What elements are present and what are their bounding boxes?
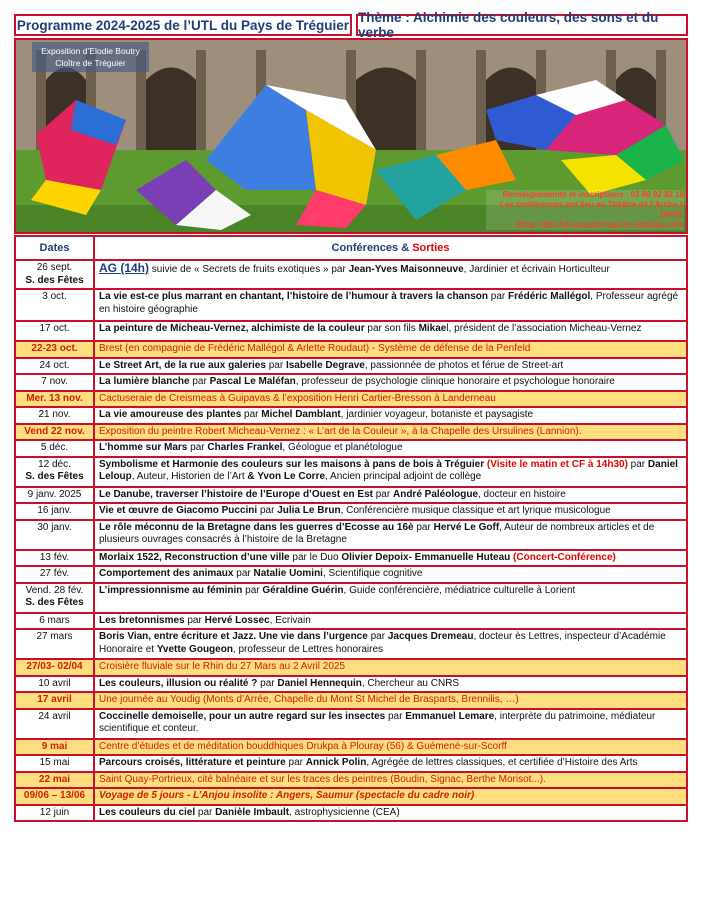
date-text: 13 fév. [39,551,70,563]
row-date [15,341,94,358]
row-description [94,566,687,583]
date-text: 24 oct. [39,359,70,371]
row-description [94,755,687,772]
row-date [15,755,94,772]
date-text: 09/06 – 13/06 [23,790,86,801]
speaker-name: Yvette Gougeon [156,643,233,655]
table-row [15,407,687,424]
row-description [94,289,687,321]
date-text: 17 oct. [39,323,70,334]
row-date [15,692,94,709]
desc-text: , Ecrivain [269,614,311,626]
row-date [15,358,94,375]
speaker-name: Annick Polin [305,757,367,768]
desc-text: , passionnée de photos et férue de Street-art [364,359,564,371]
table-row [15,676,687,693]
conference-title: Comportement des animaux [99,568,234,579]
row-description [94,550,687,567]
row-description [94,260,687,289]
table-row [15,391,687,408]
date-text: 22-23 oct. [31,343,78,354]
row-date [15,739,94,756]
table-row [15,457,687,487]
row-description [94,739,687,756]
speaker-name: Olivier Depoix- Emmanuelle Huteau [341,551,511,563]
speaker-name: Frédéric Mallégol [508,291,591,302]
table-row [15,358,687,375]
table-row [15,659,687,676]
date-text: 30 janv. [37,521,72,533]
col-header-dates: Dates [15,236,94,260]
row-description [94,772,687,789]
outing-text: Exposition du peintre Robert Micheau-Vernez : « L’art de la Couleur », à la Chapelle des Ursulines (Lannion). [99,425,582,437]
speaker-name: Géraldine Guérin [262,584,344,596]
desc-text: , professeur de psychologie clinique honoraire et psychologue honoraire [295,376,615,387]
theme-title: Thème : Alchimie des couleurs, des sons et du verbe [356,14,688,36]
program-title: Programme 2024-2025 de l’UTL du Pays de Tréguier [14,14,352,36]
table-row [15,629,687,659]
conference-title: Le rôle méconnu de la Bretagne dans les guerres d’Ecosse au 16è [99,521,414,533]
date-text: 9 mai [41,740,68,752]
table-row [15,692,687,709]
desc-text: par [195,806,216,818]
speaker-name: Isabelle Degrave [285,359,365,371]
row-date [15,289,94,321]
row-date [15,260,94,289]
outing-text: Voyage de 5 jours - L’Anjou insolite : Angers, Saumur (spectacle du cadre noir) [99,790,475,801]
table-row [15,772,687,789]
table-row [15,805,687,822]
venue-label: S. des Fêtes [25,274,84,286]
row-description [94,358,687,375]
row-description [94,391,687,408]
desc-text: par [627,458,648,470]
conference-title: Le Danube, traverser l’histoire de l’Europe d’Ouest en Est [99,488,373,500]
table-row [15,613,687,630]
date-text: 9 janv. 2025 [27,488,82,500]
conference-title: La peinture de Micheau-Vernez, alchimiste de la couleur [99,323,365,334]
conference-title: La vie est-ce plus marrant en chantant, l’histoire de l’humour à travers la chanson [99,291,489,302]
table-row [15,374,687,391]
row-date [15,566,94,583]
table-row [15,520,687,550]
conference-title: La lumière blanche [99,376,190,387]
general-assembly-label: AG (14h) [99,261,150,275]
date-text: 22 mai [38,773,71,785]
row-date [15,424,94,441]
table-row [15,550,687,567]
exhibition-photo [14,38,688,234]
row-date [15,503,94,520]
speaker-name: Michel Damblant [261,409,341,420]
row-description [94,487,687,504]
desc-text: suivie de « Secrets de fruits exotiques » par [149,264,349,275]
exhibition-caption: Exposition d’Elodie Boutry Cloître de Tréguier [32,42,149,72]
speaker-name: Mikae [418,323,447,334]
outing-text: Cactuseraie de Creismeas à Guipavas & l’exposition Henri Cartier-Bresson à Landerneau [99,392,496,404]
desc-text: , Auteur, Historien de l’Art [131,471,248,482]
desc-text: , Chercheur au CNRS [361,677,460,689]
desc-text: par [385,710,406,722]
date-text: 17 avril [37,694,72,705]
row-description [94,374,687,391]
date-text: 26 sept. [36,262,73,273]
desc-text: , Agrégée de lettres classiques, et certifiée d’Histoire des Arts [366,757,638,768]
desc-text: par [367,631,388,642]
speaker-name: Daniel Hennequin [277,677,362,689]
conference-title: Les couleurs, illusion ou réalité ? [99,677,258,689]
row-description [94,321,687,341]
concert-note: (Concert-Conférence) [513,551,616,563]
desc-text: , Professeur agrégé en histoire géographie [99,291,679,315]
table-row [15,424,687,441]
desc-text: , Géologue et planétologue [282,442,403,453]
row-date [15,407,94,424]
desc-text: par [413,521,434,533]
desc-text: par [242,584,263,596]
date-text: 15 mai [39,757,70,768]
row-date [15,321,94,341]
table-row [15,260,687,289]
desc-text: , Scientifique cognitive [322,568,423,579]
row-date [15,659,94,676]
desc-text: par [189,376,210,387]
desc-text: , Jardinier et écrivain Horticulteur [463,264,610,275]
row-description [94,709,687,739]
date-text: 21 nov. [38,409,71,420]
row-date [15,374,94,391]
row-date [15,709,94,739]
row-date [15,550,94,567]
outing-text: Une journée au Youdig (Monts d’Arrée, Chapelle du Mont St Michel de Brasparts, Brennilis, …) [99,694,519,705]
table-row [15,503,687,520]
row-description [94,424,687,441]
table-row [15,341,687,358]
row-description [94,676,687,693]
date-text: 12 juin [39,806,70,818]
row-date [15,440,94,457]
desc-text: , astrophysicienne (CEA) [289,806,400,818]
row-description [94,788,687,805]
desc-text: par [257,505,278,516]
table-row [15,321,687,341]
speaker-name: Daniel Leloup [99,458,678,482]
row-description [94,659,687,676]
conference-title: Morlaix 1522, Reconstruction d’une ville [99,551,290,563]
speaker-name: Julia Le Brun [277,505,341,516]
outing-text: Saint Quay-Portrieux, cité balnéaire et sur les traces des peintres (Boudin, Signac, Berthe Morisot...). [99,773,546,785]
desc-text: par [233,568,254,579]
conference-title: Vie et œuvre de Giacomo Puccini [99,505,258,516]
conference-title: L’homme sur Mars [99,442,188,453]
date-text: 7 nov. [41,376,68,387]
row-description [94,520,687,550]
visit-note: (Visite le matin et CF à 14h30) [486,458,628,470]
venue-label: S. des Fêtes [25,471,84,482]
conference-title: La vie amoureuse des plantes [99,409,242,420]
date-text: 27 mars [36,631,73,642]
table-row [15,289,687,321]
row-description [94,629,687,659]
desc-text: , docteur ès Lettres, inspecteur d’Académie Honoraire et [99,631,666,655]
desc-text: par [241,409,262,420]
row-date [15,520,94,550]
date-text: 16 janv. [37,505,72,516]
row-description [94,613,687,630]
date-text: 27/03- 02/04 [26,661,83,672]
speaker-name: Pascal Le Maléfan [209,376,296,387]
desc-text: , Auteur de nombreux articles et de plusieurs ouvrages consacrés à l’histoire de la Bretagne [99,521,655,545]
date-text: 27 fév. [39,568,70,579]
speaker-name: Natalie Uomini [253,568,323,579]
row-date [15,583,94,613]
row-description [94,440,687,457]
outing-text: Centre d’études et de méditation bouddhiques Drukpa à Plouray (56) & Guémené-sur-Scorff [99,740,507,752]
desc-text: par [184,614,205,626]
speaker-name: Jacques Dremeau [387,631,474,642]
table-row [15,583,687,613]
date-text: Vend 22 nov. [24,425,85,437]
desc-text: , docteur en histoire [478,488,566,500]
desc-text: par le Duo [289,551,342,563]
date-text: 6 mars [39,614,70,626]
row-description [94,805,687,822]
row-date [15,772,94,789]
row-date [15,487,94,504]
venue-label: S. des Fêtes [25,597,84,608]
desc-text: par [265,359,286,371]
row-description [94,503,687,520]
table-row [15,566,687,583]
table-row [15,739,687,756]
speaker-name: Hervé Le Goff [433,521,500,533]
date-text: 10 avril [38,677,71,689]
desc-text: l, président de l’association Micheau-Vernez [446,323,642,334]
row-description [94,692,687,709]
table-row [15,487,687,504]
desc-text: par son fils [364,323,419,334]
conference-title: Les couleurs du ciel [99,806,196,818]
speaker-name: Hervé Lossec [204,614,270,626]
outing-text: Brest (en compagnie de Frédéric Mallégol & Arlette Roudaut) - Système de défense de la Penfeld [99,343,531,354]
row-date [15,629,94,659]
date-text: Vend. 28 fév. [25,584,84,596]
desc-text: par [187,442,208,453]
date-text: Mer. 13 nov. [26,392,83,404]
speaker-name: André Paléologue [392,488,478,500]
table-row [15,788,687,805]
col-header-conferences: Conférences & Sorties [94,236,687,260]
speaker-name: Danièle Imbault [215,806,290,818]
date-text: 24 avril [38,710,71,722]
table-header-row [15,236,687,260]
row-date [15,788,94,805]
conference-title: Le Street Art, de la rue aux galeries [99,359,266,371]
conference-title: Symbolisme et Harmonie des couleurs sur les maisons à pans de bois à Tréguier [99,458,485,470]
desc-text: , Guide conférencière, médiatrice culturelle à Lorient [343,584,576,596]
program-table [14,235,688,822]
info-caption: Renseignements et inscriptions : 02 96 92 82 19 Les conférences ont lieu au Théâtre de l’Arche à 14h30. Blog: http://utl-paysdetreguier.eklablog.com [486,190,684,230]
date-text: 5 déc. [40,442,69,453]
row-date [15,676,94,693]
conference-title: Les bretonnismes [99,614,185,626]
desc-text: par [488,291,509,302]
speaker-name: Charles Frankel [207,442,283,453]
outing-text: Croisière fluviale sur le Rhin du 27 Mars au 2 Avril 2025 [99,661,346,672]
desc-text: par [285,757,306,768]
table-row [15,440,687,457]
desc-text: par [257,677,278,689]
date-text: 3 oct. [42,291,67,302]
row-date [15,805,94,822]
conference-title: Boris Vian, entre écriture et Jazz. Une vie dans l’urgence [99,631,368,642]
conference-title: Coccinelle demoiselle, pour un autre regard sur les insectes [99,710,386,722]
table-row [15,709,687,739]
desc-text: , professeur de Lettres honoraires [232,643,384,655]
desc-text: , Conférencière musique classique et art lyrique musicologue [340,505,611,516]
date-text: 12 déc. [38,458,71,470]
desc-text: , jardinier voyageur, botaniste et paysagiste [340,409,534,420]
row-description [94,407,687,424]
row-description [94,583,687,613]
row-description [94,341,687,358]
row-date [15,457,94,487]
conference-title: L’impressionnisme au féminin [99,584,243,596]
speaker-name: & Yvon Le Corre [247,471,326,482]
row-date [15,391,94,408]
speaker-name: Jean-Yves Maisonneuve [348,264,464,275]
desc-text: , interprète du patrimoine, médiateur scientifique et conteur. [99,710,656,734]
row-date [15,613,94,630]
desc-text: par [372,488,393,500]
speaker-name: Emmanuel Lemare [405,710,495,722]
conference-title: Parcours croisés, littérature et peinture [99,757,286,768]
desc-text: , Ancien principal adjoint de collège [325,471,482,482]
table-row [15,755,687,772]
row-description [94,457,687,487]
